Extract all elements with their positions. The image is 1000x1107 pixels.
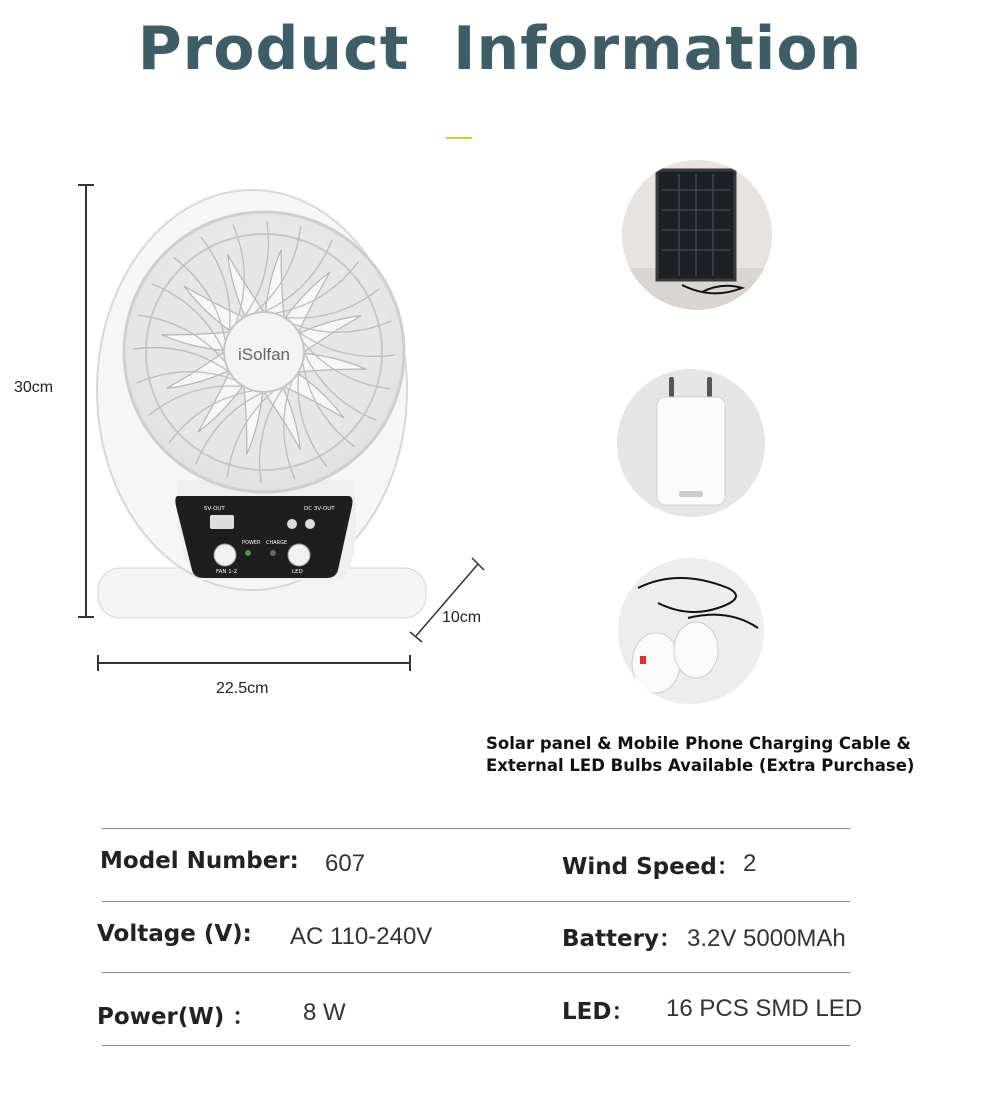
width-label: 22.5cm [216, 680, 269, 697]
svg-text:CHARGE: CHARGE [266, 540, 288, 546]
svg-text:LED: LED [292, 569, 303, 575]
brand-logo: iSolfan [238, 345, 290, 364]
power-value: 8 W [303, 999, 346, 1026]
model-number-value: 607 [325, 850, 366, 877]
spec-divider [102, 1045, 850, 1046]
width-dimension-cap [97, 655, 99, 671]
model-number-label: Model Number: [100, 848, 299, 874]
battery-value: 3.2V 5000MAh [687, 925, 846, 952]
title-accent-line [446, 137, 472, 139]
accessories-caption: Solar panel & Mobile Phone Charging Cable & External LED Bulbs Available (Extra Purchase) [486, 734, 915, 775]
height-dimension-line [85, 184, 87, 618]
height-label: 30cm [14, 379, 54, 396]
spec-divider [102, 972, 850, 973]
svg-text:DC 3V-OUT: DC 3V-OUT [304, 506, 335, 512]
svg-text:5V-OUT: 5V-OUT [204, 506, 225, 512]
led-value: 16 PCS SMD LED [666, 995, 863, 1022]
svg-text:FAN 1-2: FAN 1-2 [216, 569, 238, 575]
spec-divider [102, 901, 850, 902]
width-dimension-line [97, 662, 411, 664]
spec-divider [102, 828, 850, 829]
fan-product-image [92, 180, 437, 630]
led-label: LED： [562, 999, 635, 1025]
battery-label: Battery： [562, 926, 682, 952]
led-bulbs-image [618, 558, 764, 704]
voltage-label: Voltage (V): [97, 921, 252, 947]
solar-panel-image [622, 160, 772, 310]
charger-adapter-image [617, 369, 765, 517]
power-label: Power(W) ： [97, 1004, 256, 1030]
wind-speed-label: Wind Speed： [562, 854, 740, 880]
page-title: Product Information [137, 14, 863, 84]
svg-text:POWER: POWER [242, 540, 261, 546]
voltage-value: AC 110-240V [290, 923, 433, 950]
width-dimension-cap [409, 655, 411, 671]
wind-speed-value: 2 [743, 850, 757, 877]
depth-label: 10cm [442, 609, 482, 626]
